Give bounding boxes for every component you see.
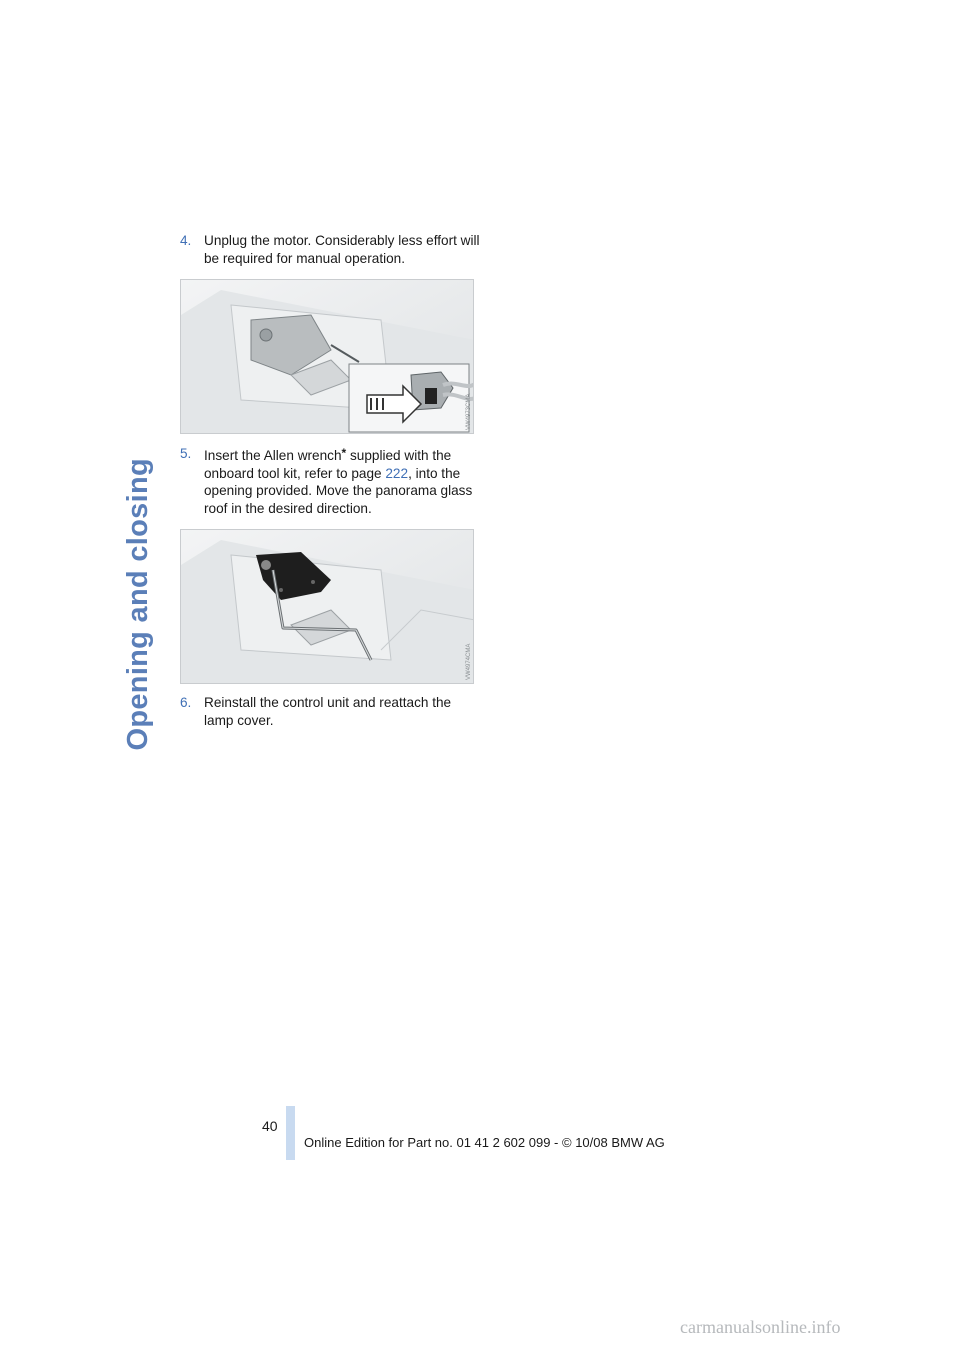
page-number: 40 (262, 1118, 278, 1134)
page-reference-link[interactable]: 222 (385, 465, 409, 481)
figure-motor-unplug (180, 279, 474, 434)
section-title (118, 230, 158, 750)
step-number: 4. (180, 233, 192, 248)
step-text: Unplug the motor. Considerably less effort will be required for manual operation. (204, 233, 480, 266)
allen-wrench-illustration (181, 530, 474, 684)
optional-equipment-star: * (341, 446, 347, 460)
footer-edition-text: Online Edition for Part no. 01 41 2 602 099 - © 10/08 BMW AG (304, 1135, 665, 1150)
figure-code: VW4974CMA (466, 643, 472, 680)
watermark: carmanualsonline.info (680, 1317, 841, 1337)
figure-allen-wrench (180, 529, 474, 684)
step-4 (180, 232, 480, 267)
footer-accent-bar (286, 1106, 295, 1160)
figure-code: VW4973CMA (466, 393, 472, 430)
step-number: 6. (180, 695, 192, 710)
step-text: Insert the Allen wrench* supplied with the onboard tool kit, refer to page 222, into the opening provided. Move the panorama glass roof in the desired direction. (204, 446, 473, 516)
section-title-text: Opening and closing (121, 457, 154, 750)
step-6 (180, 694, 480, 729)
motor-unplug-illustration (181, 280, 474, 434)
step-5 (180, 445, 480, 517)
step-number: 5. (180, 446, 192, 461)
step-text: Reinstall the control unit and reattach the lamp cover. (204, 695, 452, 728)
